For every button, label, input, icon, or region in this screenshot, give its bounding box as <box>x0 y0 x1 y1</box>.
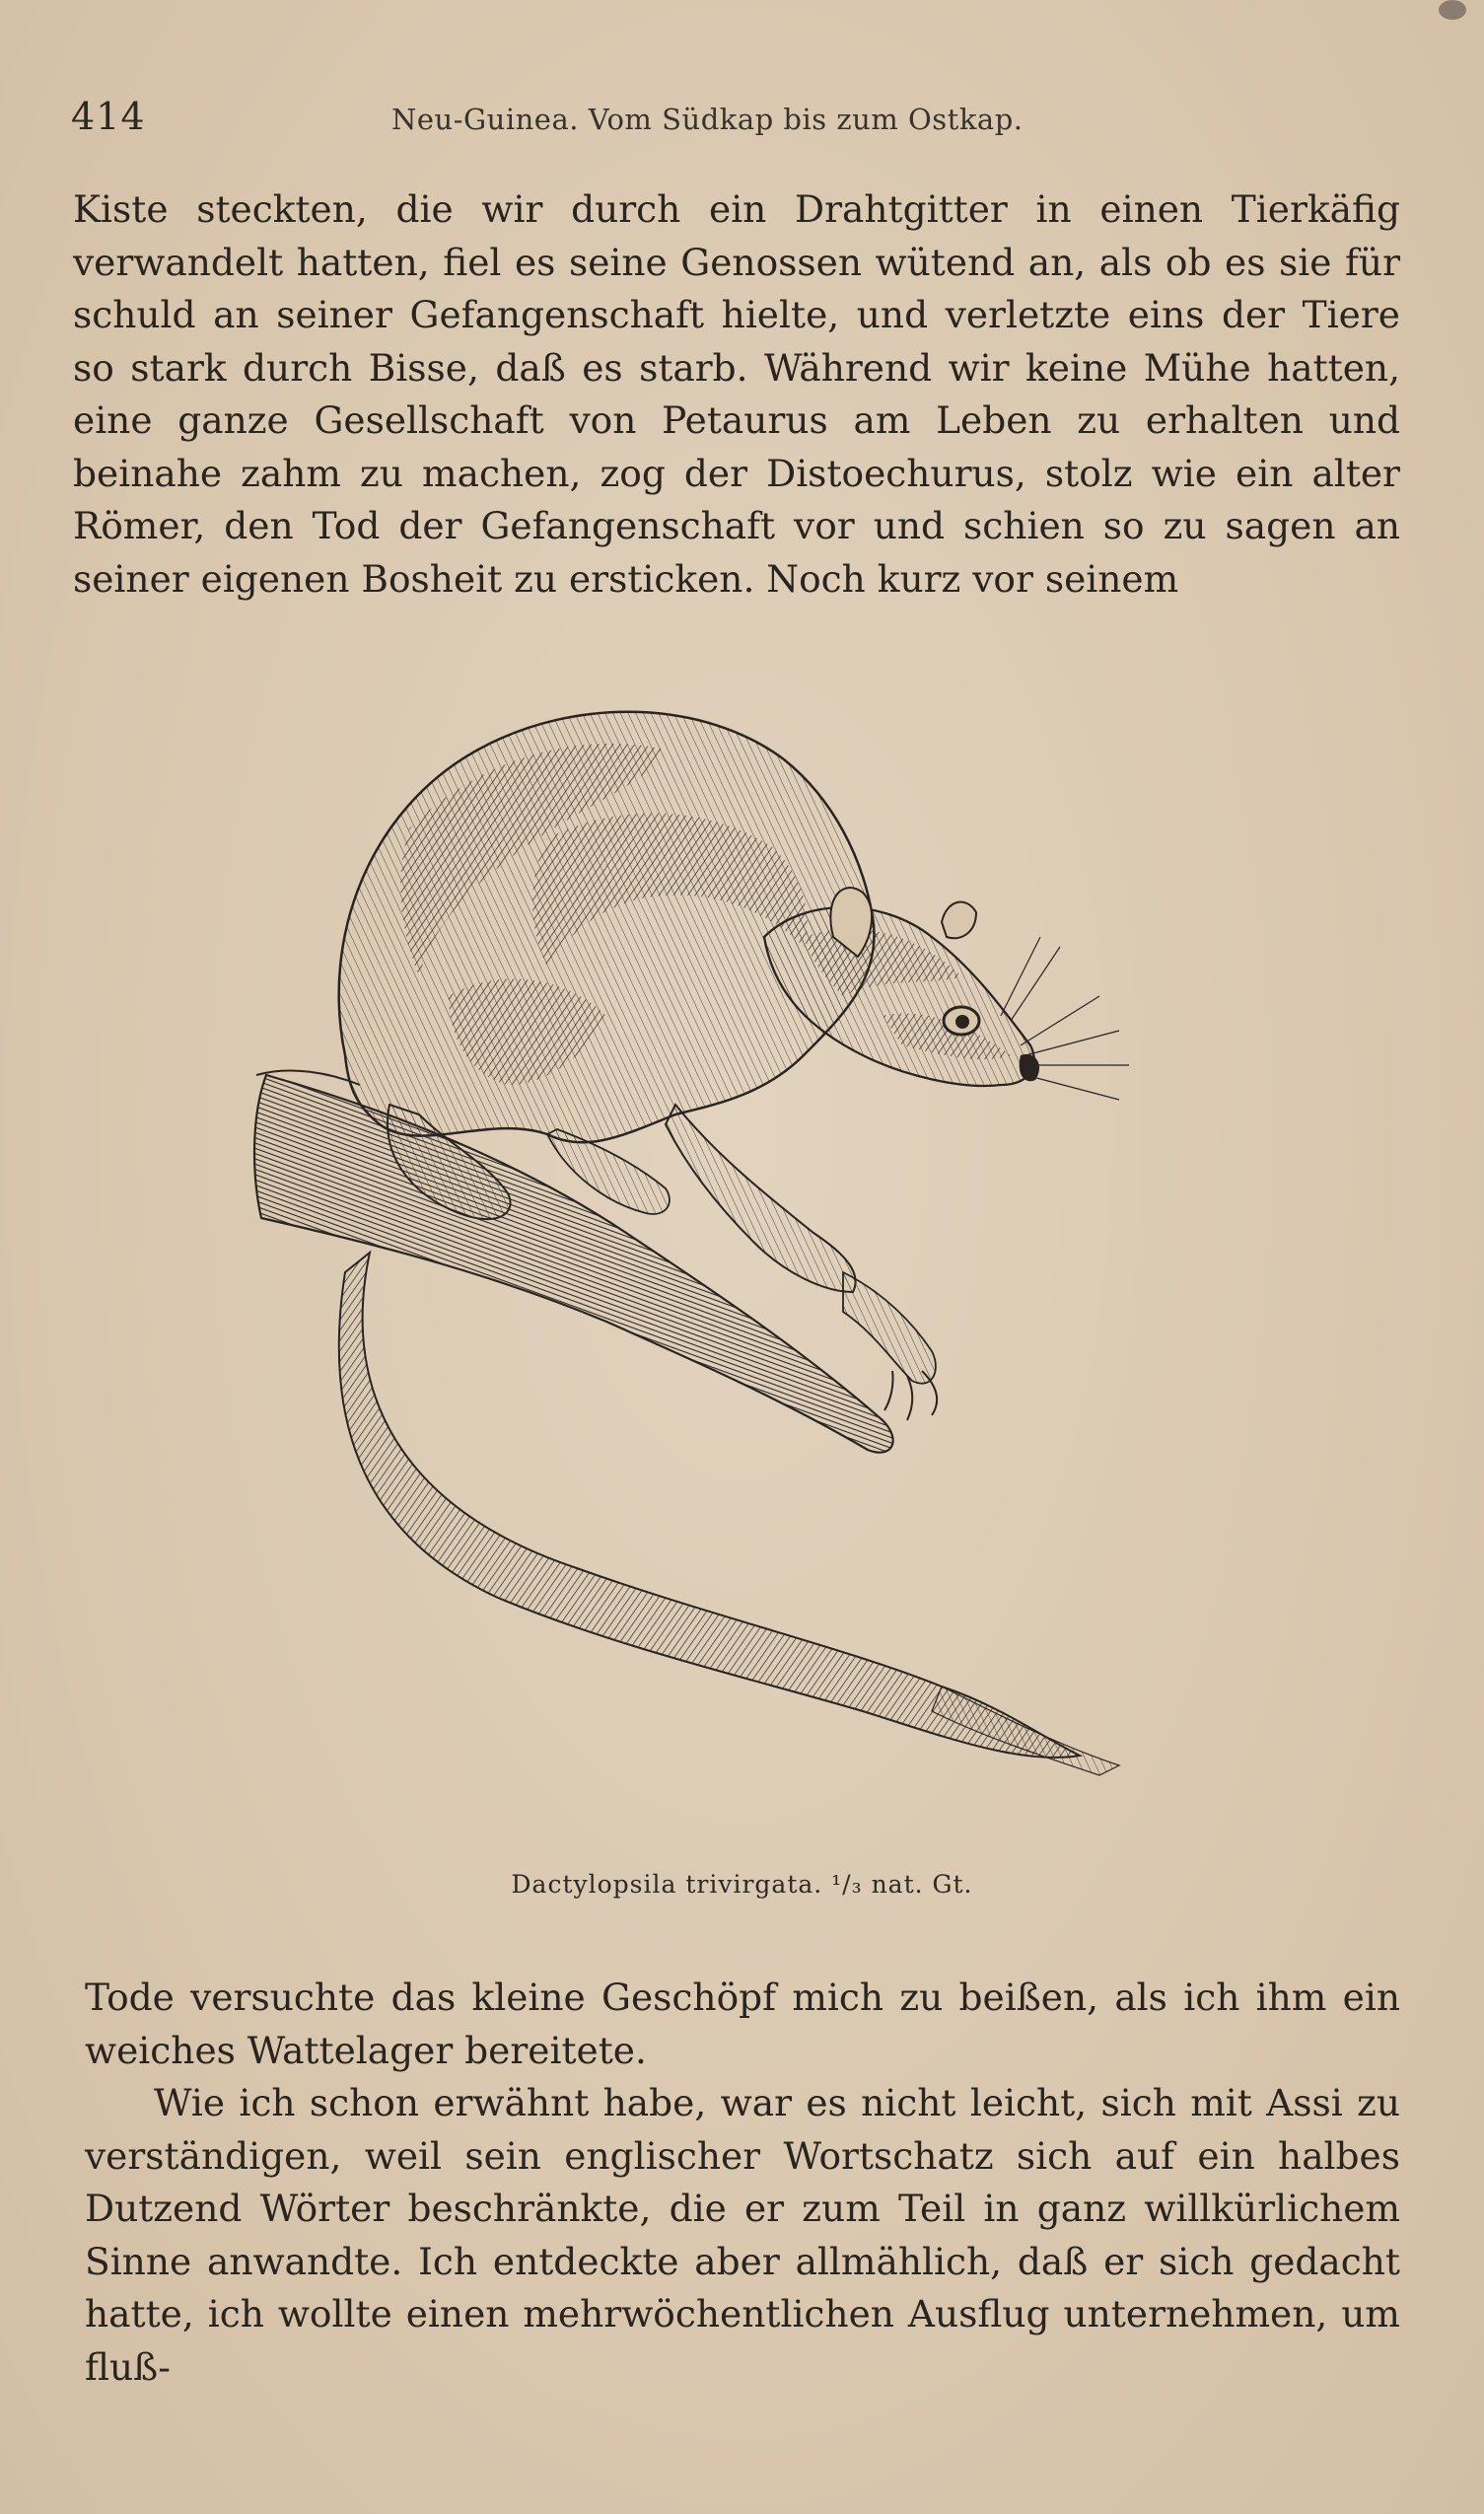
paragraph: Wie ich schon erwähnt habe, war es nicht leicht, sich mit Assi zu verständigen, weil sein englischer Wortschatz sich auf ein halbes Dutzend Wörter beschränkte, die er zum Teil in ganz willkürlichem Sinne anwandte. Ich entdeckte aber allmählich, daß er sich gedacht hatte, ich wollte einen mehrwöchentlichen Ausflug unternehmen, um fluß- <box>85 2081 1400 2389</box>
body-text-bottom <box>85 1972 1400 2394</box>
figure-caption: Dactylopsila trivirgata. ¹/₃ nat. Gt. <box>511 1870 973 1899</box>
paragraph: Tode versuchte das kleine Geschöpf mich zu beißen, als ich ihm ein weiches Wattelager bereitete. <box>85 1975 1400 2072</box>
page-number: 414 <box>71 95 146 138</box>
ink-spot <box>1439 0 1466 20</box>
illustration-possum <box>251 641 1228 1854</box>
paragraph: Kiste steckten, die wir durch ein Drahtgitter in einen Tierkäfig verwandelt hatten, fiel es seine Genossen wütend an, als ob es sie für schuld an seiner Gefangenschaft hielte, und verletzte eins der Tiere so stark durch Bisse, daß es starb. Während wir keine Mühe hatten, eine ganze Gesellschaft von Petaurus am Leben zu erhalten und beinahe zahm zu machen, zog der Distoechurus, stolz wie ein alter Römer, den Tod der Gefangenschaft vor und schien so zu sagen an seiner eigenen Bosheit zu ersticken. Noch kurz vor seinem <box>73 187 1400 601</box>
running-title: Neu-Guinea. Vom Südkap bis zum Ostkap. <box>391 103 1024 136</box>
head <box>764 907 1034 1086</box>
page-header <box>71 95 1402 144</box>
body-text-top <box>73 183 1400 606</box>
front-leg <box>666 1105 856 1292</box>
